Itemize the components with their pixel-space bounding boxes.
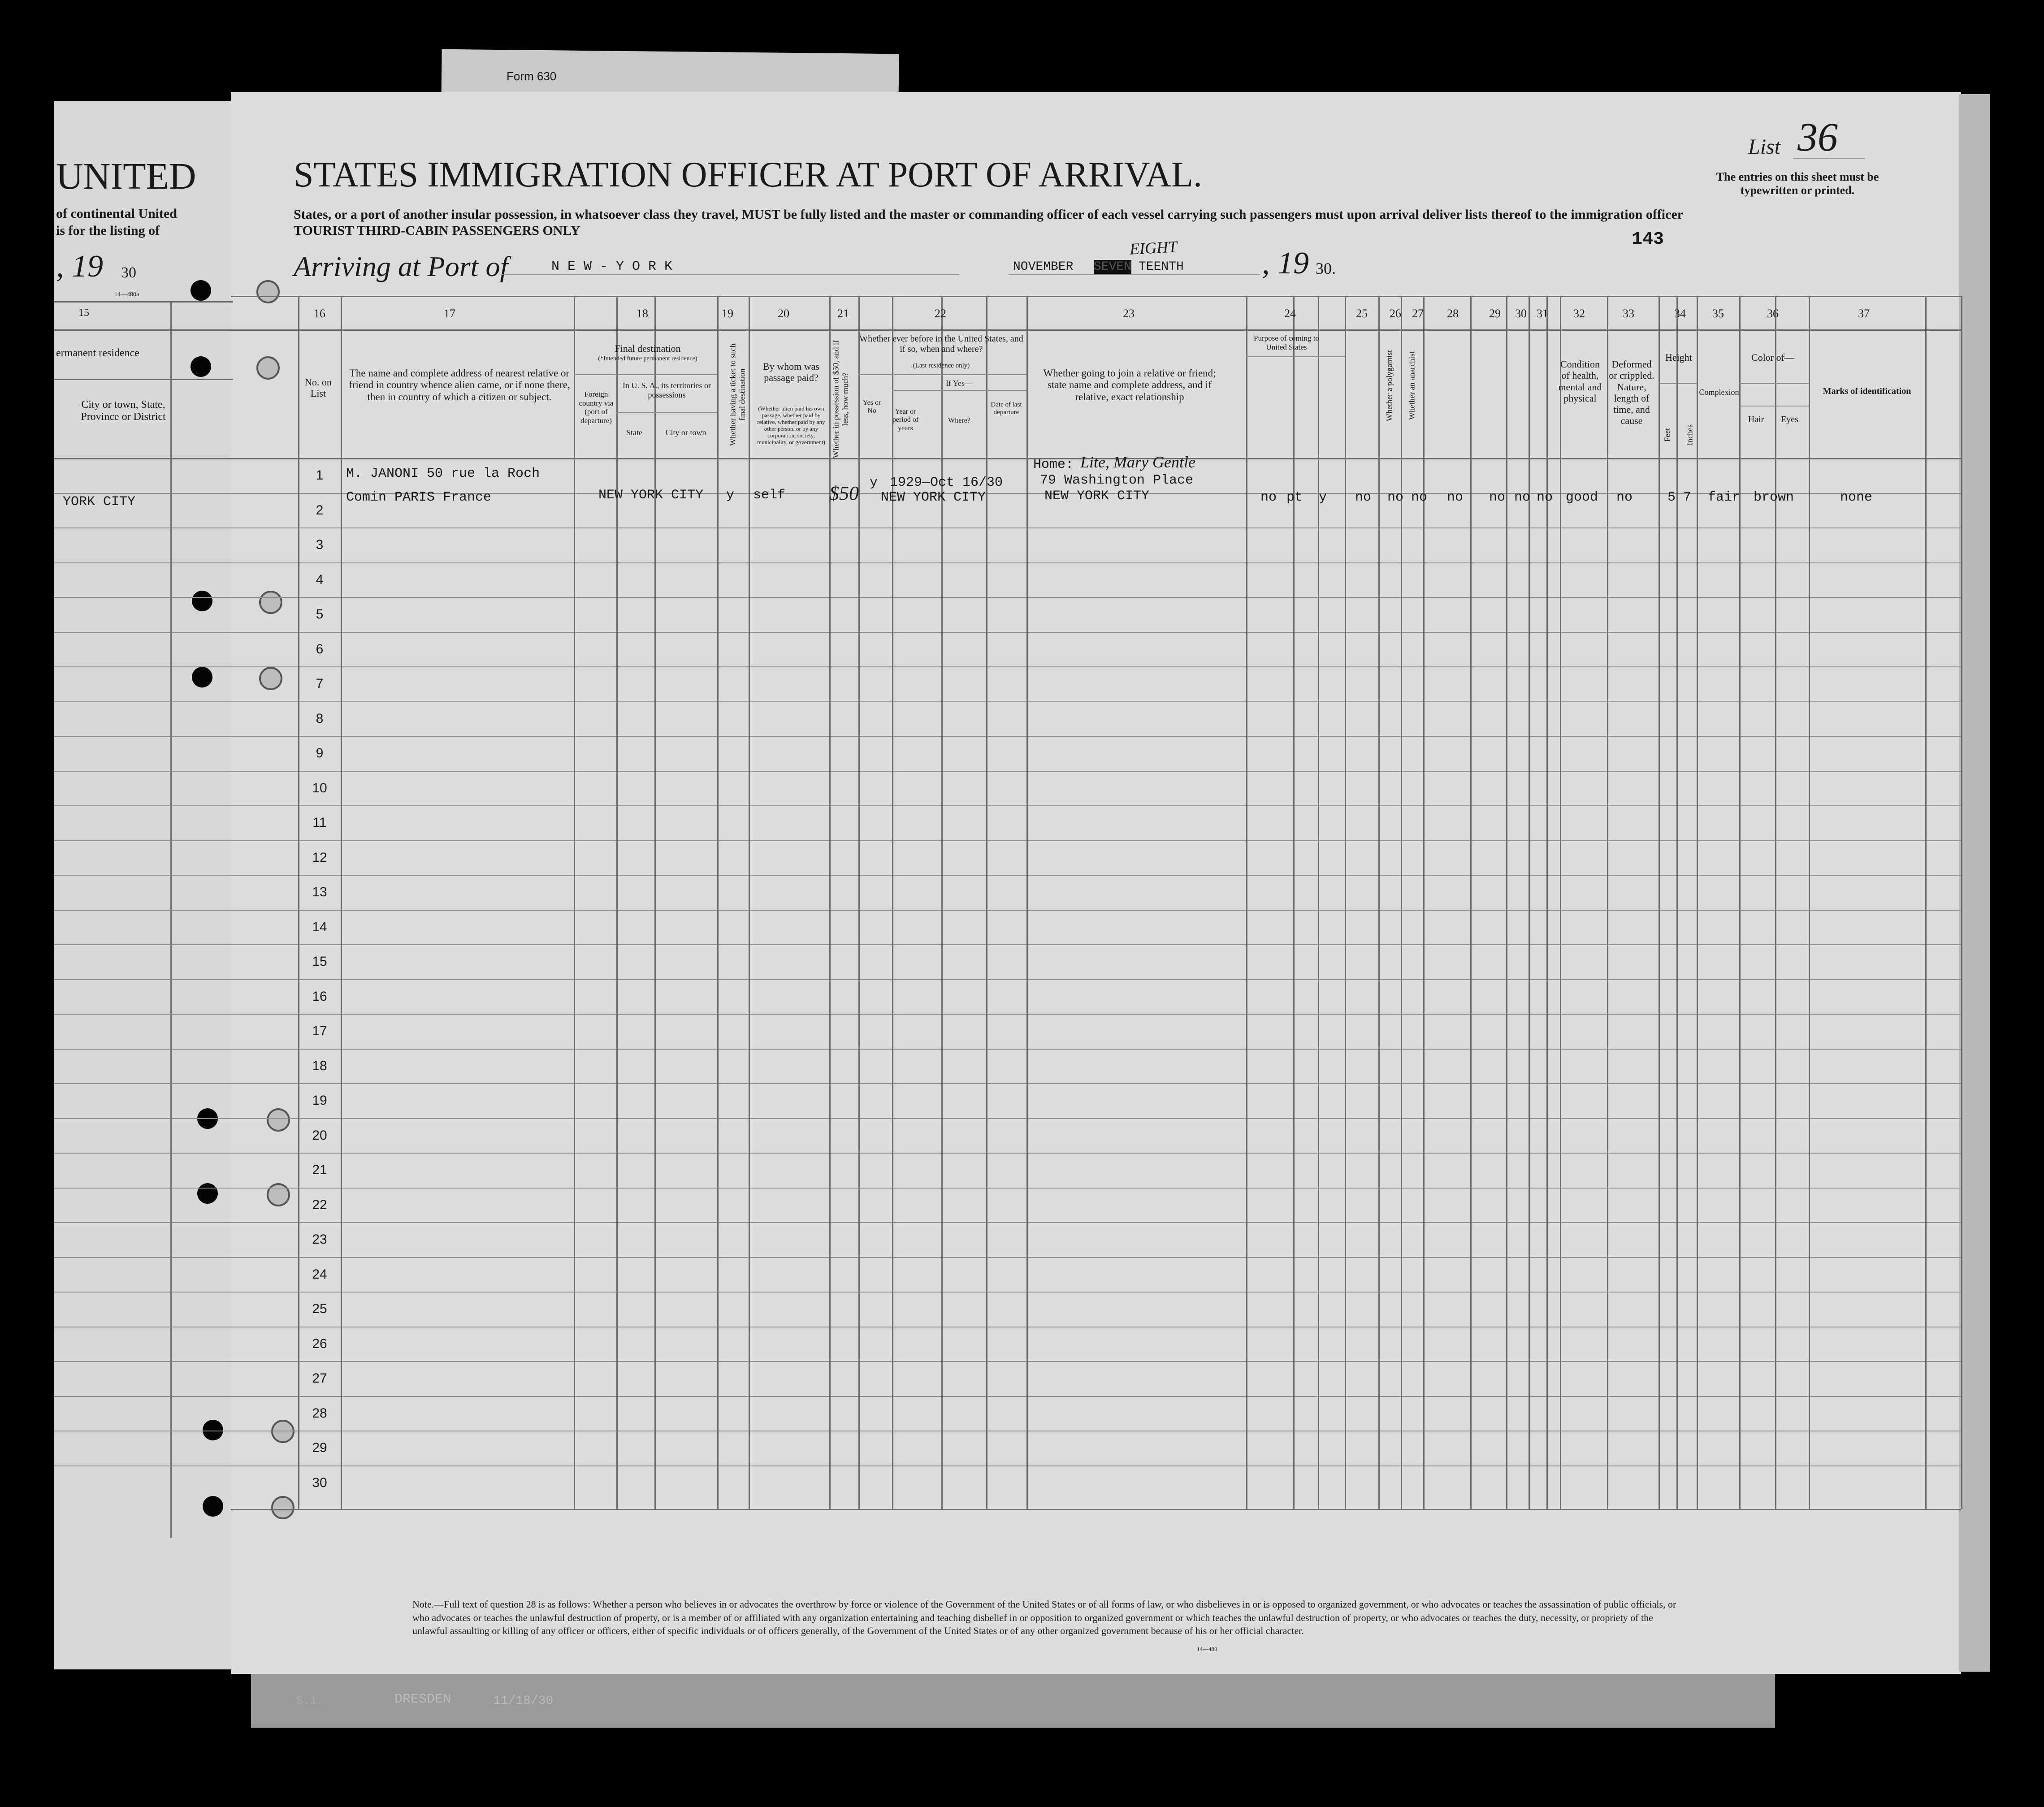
relative-line-2: Comin PARIS France (346, 490, 492, 505)
grid-rule (54, 1153, 233, 1154)
grid-rule (54, 632, 233, 633)
grid-rule (1775, 296, 1776, 1509)
c29: no (1489, 490, 1506, 505)
torn-bottom-edge (251, 1674, 1775, 1728)
health: good (1566, 490, 1598, 505)
grid-rule (1546, 296, 1548, 1509)
left-line-2: is for the listing of (56, 223, 160, 238)
col-35-title: Complexion (1699, 388, 1739, 397)
grid-rule (231, 1465, 1961, 1466)
grid-rule (54, 597, 233, 598)
class-line: TOURIST THIRD-CABIN PASSENGERS ONLY (294, 223, 580, 238)
left-col-15-title: ermanent residence (56, 347, 139, 359)
grid-rule (231, 805, 1961, 806)
list-number: 36 (1797, 115, 1838, 160)
col-18-title: Final destination (615, 343, 681, 354)
grid-rule (231, 840, 1961, 841)
grid-rule (1739, 383, 1809, 384)
punch-ring (256, 356, 280, 380)
grid-rule (231, 1014, 1961, 1015)
col-23-title: Whether going to join a relative or friend; state name and complete address, and if relative, exact relationship (1043, 367, 1216, 402)
deformed: no (1616, 490, 1633, 505)
col-18-foreign: Foreign country via (port of departure) (579, 390, 614, 425)
col-20-note: (Whether alien paid his own passage, whether paid by relative, whether paid by any other person, or by any corporation, society, municipality, or government) (757, 405, 825, 445)
grid-rule (1506, 296, 1507, 1509)
punch-hole (191, 356, 211, 377)
page-edge-shadow (1959, 94, 1990, 1672)
left-col-15-number: 15 (78, 307, 89, 319)
row-number: 1 (316, 468, 324, 483)
c25: no (1355, 490, 1372, 505)
c26: no (1387, 490, 1404, 505)
row-number: 23 (312, 1232, 327, 1247)
form-label: Form 630 (507, 69, 557, 83)
page-subtitle: States, or a port of another insular possession, in whatsoever class they travel, MUST be fully listed and the master or commanding officer of each vessel carrying such passengers must upon arrival deliver lists thereof to the immigration officer (294, 207, 1684, 222)
grid-rule (1246, 296, 1247, 1509)
grid-rule (616, 412, 717, 413)
grid-rule (1470, 296, 1472, 1509)
arrival-day-suffix: TEENTH (1139, 260, 1184, 274)
list-underline (1793, 158, 1865, 159)
col-34-feet: Feet (1663, 428, 1672, 442)
grid-rule (231, 1222, 1961, 1223)
col-37-title: Marks of identification (1823, 386, 1911, 396)
punch-hole (203, 1420, 223, 1440)
col-17-title: The name and complete address of nearest relative or friend in country whence alien came, or if none there, then in country of which a citizen or subject. (349, 367, 570, 402)
col-22-yesno: Yes or No (862, 399, 881, 415)
grid-rule (717, 296, 719, 1509)
col-27-number: 27 (1412, 307, 1424, 320)
row-number: 30 (312, 1475, 327, 1490)
arrival-year-suffix: 30. (1316, 259, 1336, 277)
before-in-us: y (870, 475, 878, 490)
grid-rule (1676, 296, 1678, 1509)
col-22-year: Year or period of years (892, 408, 919, 432)
grid-rule (54, 910, 233, 911)
col-17-number: 17 (444, 307, 455, 320)
grid-rule (1318, 296, 1319, 1509)
col-18-number: 18 (637, 307, 648, 320)
left-col-15-sub: City or town, State, Province or District (81, 399, 166, 423)
grid-rule (858, 374, 1026, 375)
col-31-number: 31 (1537, 307, 1548, 320)
sheet-number: 143 (1632, 229, 1664, 250)
row-number: 16 (312, 989, 327, 1004)
grid-rule (1378, 296, 1380, 1509)
row-number: 4 (316, 572, 324, 587)
arrival-year-prefix: , 19 (1262, 246, 1309, 281)
row-number: 13 (312, 885, 327, 899)
row-number: 9 (316, 746, 324, 761)
col-24-number: 24 (1284, 307, 1296, 320)
row-number: 22 (312, 1197, 327, 1212)
typewritten-note: The entries on this sheet must be typewritten or printed. (1716, 170, 1879, 197)
col-34-number: 34 (1674, 307, 1686, 320)
paid-by: self (753, 488, 786, 503)
marks: none (1840, 490, 1873, 505)
page-title: STATES IMMIGRATION OFFICER AT PORT OF ARRIVAL. (294, 155, 1202, 195)
grid-rule (858, 296, 860, 1509)
grid-rule (231, 1083, 1961, 1084)
footer-form-code: 14—480 (1197, 1646, 1217, 1652)
col-18-state: State (626, 428, 642, 437)
grid-rule (654, 296, 656, 1509)
c27: no (1411, 490, 1428, 505)
col-36-hair: Hair (1748, 415, 1764, 424)
grid-rule (54, 1222, 233, 1223)
hair: brown (1754, 490, 1794, 505)
punch-hole (191, 280, 211, 301)
row-number: 10 (312, 780, 327, 795)
arrival-day-struck: SEVEN (1094, 260, 1132, 274)
row-number: 29 (312, 1440, 327, 1455)
height-feet: 5 (1667, 490, 1676, 505)
grid-rule (231, 979, 1961, 980)
left-form-code: 14—480a (114, 291, 139, 298)
row-number: 14 (312, 919, 327, 934)
col-30-number: 30 (1515, 307, 1527, 320)
arriving-label: Arriving at Port of (294, 251, 508, 282)
row-number: 25 (312, 1301, 327, 1316)
grid-rule (298, 296, 299, 1509)
grid-rule (231, 701, 1961, 702)
grid-rule (231, 1257, 1961, 1258)
grid-rule (1423, 296, 1425, 1509)
grid-rule (1697, 296, 1698, 1509)
col-34-title: Height (1665, 352, 1692, 363)
punch-ring (256, 280, 280, 303)
grid-rule (231, 771, 1961, 772)
col-22-where: Where? (948, 417, 970, 424)
punch-hole (197, 1183, 218, 1204)
grid-rule (231, 736, 1961, 737)
col-21-title: Whether in possession of $50, and if less, how much? (831, 340, 849, 458)
grid-rule (231, 910, 1961, 911)
row-number: 6 (316, 641, 324, 657)
col-20-title: By whom was passage paid? (763, 361, 819, 384)
punch-ring (271, 1496, 294, 1519)
row-number: 24 (312, 1267, 327, 1282)
date-underline (1009, 274, 1260, 275)
col-22-ifyes: If Yes— (945, 379, 973, 388)
grid-rule (1739, 296, 1741, 1509)
footer-note: Note.—Full text of question 28 is as follows: Whether a person who believes in or advocates the overthrow by force or violence of the Government of the United States or of all forms of law, or who disbelieves in or is opposed to organized government, or who advocates or teaches the assassination of public officials, or who advocates or teaches the unlawful destruction of property, or is a member of or affiliated with any organization entertaining and teaching disbelief in or opposition to organized government or which teaches the unlawful destruction of property, or who advocates or teaches the duty, necessity, or propriety of the unlawful assaulting or killing of any officer or officers, either of specific individuals or of officers generally, of the Government of the United States or of any other organized government because of his or her official character. (412, 1599, 1676, 1637)
grid-rule (1293, 296, 1295, 1509)
grid-rule (54, 562, 233, 563)
col-36-number: 36 (1767, 307, 1779, 320)
grid-rule (1529, 296, 1530, 1509)
col-18-city: City or town (665, 428, 706, 437)
col-29-number: 29 (1489, 307, 1501, 320)
col-22-date: Date of last departure (991, 401, 1022, 416)
row-number: 8 (316, 711, 324, 726)
grid-rule (54, 1361, 233, 1362)
grid-rule (1026, 296, 1028, 1509)
purpose-1: no (1260, 490, 1277, 505)
col-33-number: 33 (1623, 307, 1634, 320)
grid-rule (54, 1465, 233, 1466)
grid-rule (54, 1049, 233, 1050)
grid-rule (54, 666, 233, 667)
left-row1-city: YORK CITY (63, 494, 136, 510)
grid-rule (54, 840, 233, 841)
stamp-date: 11/18/30 (493, 1694, 554, 1708)
grid-rule (1925, 296, 1927, 1509)
grid-rule (1607, 296, 1608, 1509)
grid-rule (231, 1396, 1961, 1397)
grid-rule (231, 329, 1961, 331)
grid-rule (749, 296, 750, 1509)
grid-rule (231, 944, 1961, 945)
height-inches: 7 (1683, 490, 1692, 505)
punch-hole (192, 667, 212, 687)
left-line-1: of continental United (56, 206, 177, 221)
period: 1929—Oct 16/30 (890, 475, 1003, 490)
join-handwritten: Lite, Mary Gentle (1080, 453, 1195, 471)
c30: no (1514, 490, 1531, 505)
arrival-month: NOVEMBER (1013, 260, 1074, 274)
row-number: 15 (312, 954, 327, 969)
grid-rule (1659, 296, 1660, 1509)
join-city: NEW YORK CITY (1044, 488, 1150, 504)
col-33-title: Deformed or crippled. Nature, length of time, and cause (1609, 359, 1654, 427)
punch-ring (271, 1420, 294, 1443)
punch-hole (192, 591, 212, 611)
col-37-number: 37 (1858, 307, 1870, 320)
grid-rule (54, 1396, 233, 1397)
grid-rule (1401, 296, 1402, 1509)
grid-rule (54, 493, 233, 494)
grid-rule (1809, 296, 1810, 1509)
c28: no (1447, 490, 1464, 505)
left-rule (54, 458, 233, 459)
col-36-eyes: Eyes (1781, 415, 1798, 424)
col-24-title: Purpose of coming to United States (1254, 334, 1319, 351)
grid-rule (54, 1083, 233, 1084)
arrival-day-handwritten: EIGHT (1129, 238, 1178, 258)
grid-rule (54, 701, 233, 702)
grid-rule (616, 296, 618, 1509)
port-name: N E W - Y O R K (551, 259, 673, 274)
col-20-number: 20 (778, 307, 789, 320)
row-number: 11 (312, 815, 327, 830)
punch-ring (259, 667, 282, 690)
grid-rule (54, 875, 233, 876)
grid-rule (231, 1188, 1961, 1189)
row-number: 18 (312, 1058, 327, 1073)
grid-rule (54, 1188, 233, 1189)
purpose-3: y (1319, 490, 1327, 505)
grid-rule (54, 979, 233, 980)
col-22-note: (Last residence only) (913, 362, 970, 369)
col-23-number: 23 (1123, 307, 1135, 320)
port-underline (502, 274, 959, 275)
row-number: 28 (312, 1405, 327, 1421)
complexion: fair (1708, 490, 1741, 505)
col-25-number: 25 (1356, 307, 1368, 320)
col-16-number: 16 (314, 307, 325, 320)
grid-rule (1659, 383, 1697, 384)
grid-rule (54, 944, 233, 945)
grid-rule (1246, 356, 1345, 357)
col-18-note: (*Intended future permanent residence) (598, 355, 697, 362)
punch-ring (267, 1183, 290, 1206)
money: $50 (829, 482, 859, 504)
stamp-ship: DRESDEN (394, 1692, 451, 1707)
row-number: 27 (312, 1371, 327, 1386)
punch-hole (203, 1496, 223, 1517)
grid-rule (231, 527, 1961, 528)
grid-rule (231, 1361, 1961, 1362)
row-number: 3 (316, 537, 324, 552)
left-vrule (170, 301, 172, 1538)
col-19-title: Whether having a ticket to such final destination (728, 343, 746, 446)
left-rule (54, 329, 233, 331)
row-number: 7 (316, 676, 324, 691)
grid-rule (1961, 296, 1962, 1509)
col-26-title: Whether a polygamist (1385, 350, 1394, 421)
row-number: 26 (312, 1336, 327, 1351)
grid-rule (54, 1257, 233, 1258)
grid-rule (574, 296, 575, 1509)
col-34-inches: Inches (1685, 424, 1694, 445)
list-label: List (1748, 135, 1781, 159)
grid-rule (54, 1292, 233, 1293)
row-number: 5 (316, 607, 324, 622)
col-32-number: 32 (1573, 307, 1585, 320)
grid-rule (231, 597, 1961, 598)
left-year-suffix: 30 (121, 264, 136, 281)
grid-rule (54, 805, 233, 806)
left-year-prefix: , 19 (56, 249, 103, 284)
grid-rule (54, 736, 233, 737)
ticket: y (726, 488, 735, 503)
row-number: 2 (316, 502, 324, 518)
grid-rule (574, 374, 717, 375)
destination: NEW YORK CITY (598, 488, 704, 503)
col-16-title: No. on List (305, 376, 332, 399)
col-21-number: 21 (837, 307, 849, 320)
grid-rule (54, 1118, 233, 1119)
stamp-prefix: S.1. (296, 1694, 324, 1708)
before-where: NEW YORK CITY (881, 490, 986, 505)
grid-rule (231, 1509, 1961, 1510)
col-22-title: Whether ever before in the United States, and if so, when and where? (859, 334, 1023, 354)
grid-rule (231, 666, 1961, 667)
row-number: 19 (312, 1093, 327, 1108)
col-32-title: Condition of health, mental and physical (1558, 359, 1602, 404)
grid-rule (231, 1049, 1961, 1050)
grid-rule (231, 1153, 1961, 1154)
row-number: 21 (312, 1163, 327, 1177)
grid-rule (54, 1014, 233, 1015)
grid-rule (829, 296, 831, 1509)
col-27-title: Whether an anarchist (1407, 351, 1416, 420)
left-rule (54, 301, 233, 303)
grid-rule (231, 875, 1961, 876)
col-28-number: 28 (1447, 307, 1459, 320)
grid-rule (1345, 296, 1346, 1509)
c31: no (1537, 490, 1553, 505)
col-22-number: 22 (935, 307, 946, 320)
col-36-title: Color of— (1751, 352, 1794, 363)
grid-rule (341, 296, 342, 1509)
join-address: 79 Washington Place (1040, 473, 1194, 488)
col-19-number: 19 (722, 307, 733, 320)
grid-rule (231, 1118, 1961, 1119)
grid-rule (892, 390, 1026, 391)
grid-rule (54, 527, 233, 528)
grid-rule (231, 562, 1961, 563)
left-rule (54, 379, 233, 380)
punch-ring (267, 1108, 290, 1132)
col-35-number: 35 (1712, 307, 1724, 320)
grid-rule (231, 1292, 1961, 1293)
row-number: 17 (312, 1024, 327, 1038)
purpose-2: pt (1286, 490, 1303, 505)
col-26-number: 26 (1390, 307, 1401, 320)
col-18-usa: In U. S. A., its territories or possessions (623, 381, 711, 399)
grid-rule (54, 771, 233, 772)
grid-rule (231, 632, 1961, 633)
grid-rule (231, 296, 1961, 297)
relative-line-1: M. JANONI 50 rue la Roch (346, 466, 540, 481)
left-title-fragment: UNITED (56, 156, 196, 197)
join-label: Home: (1033, 457, 1074, 472)
grid-rule (1560, 296, 1561, 1509)
row-number: 12 (312, 850, 327, 865)
punch-ring (259, 591, 282, 614)
row-number: 20 (312, 1128, 327, 1143)
